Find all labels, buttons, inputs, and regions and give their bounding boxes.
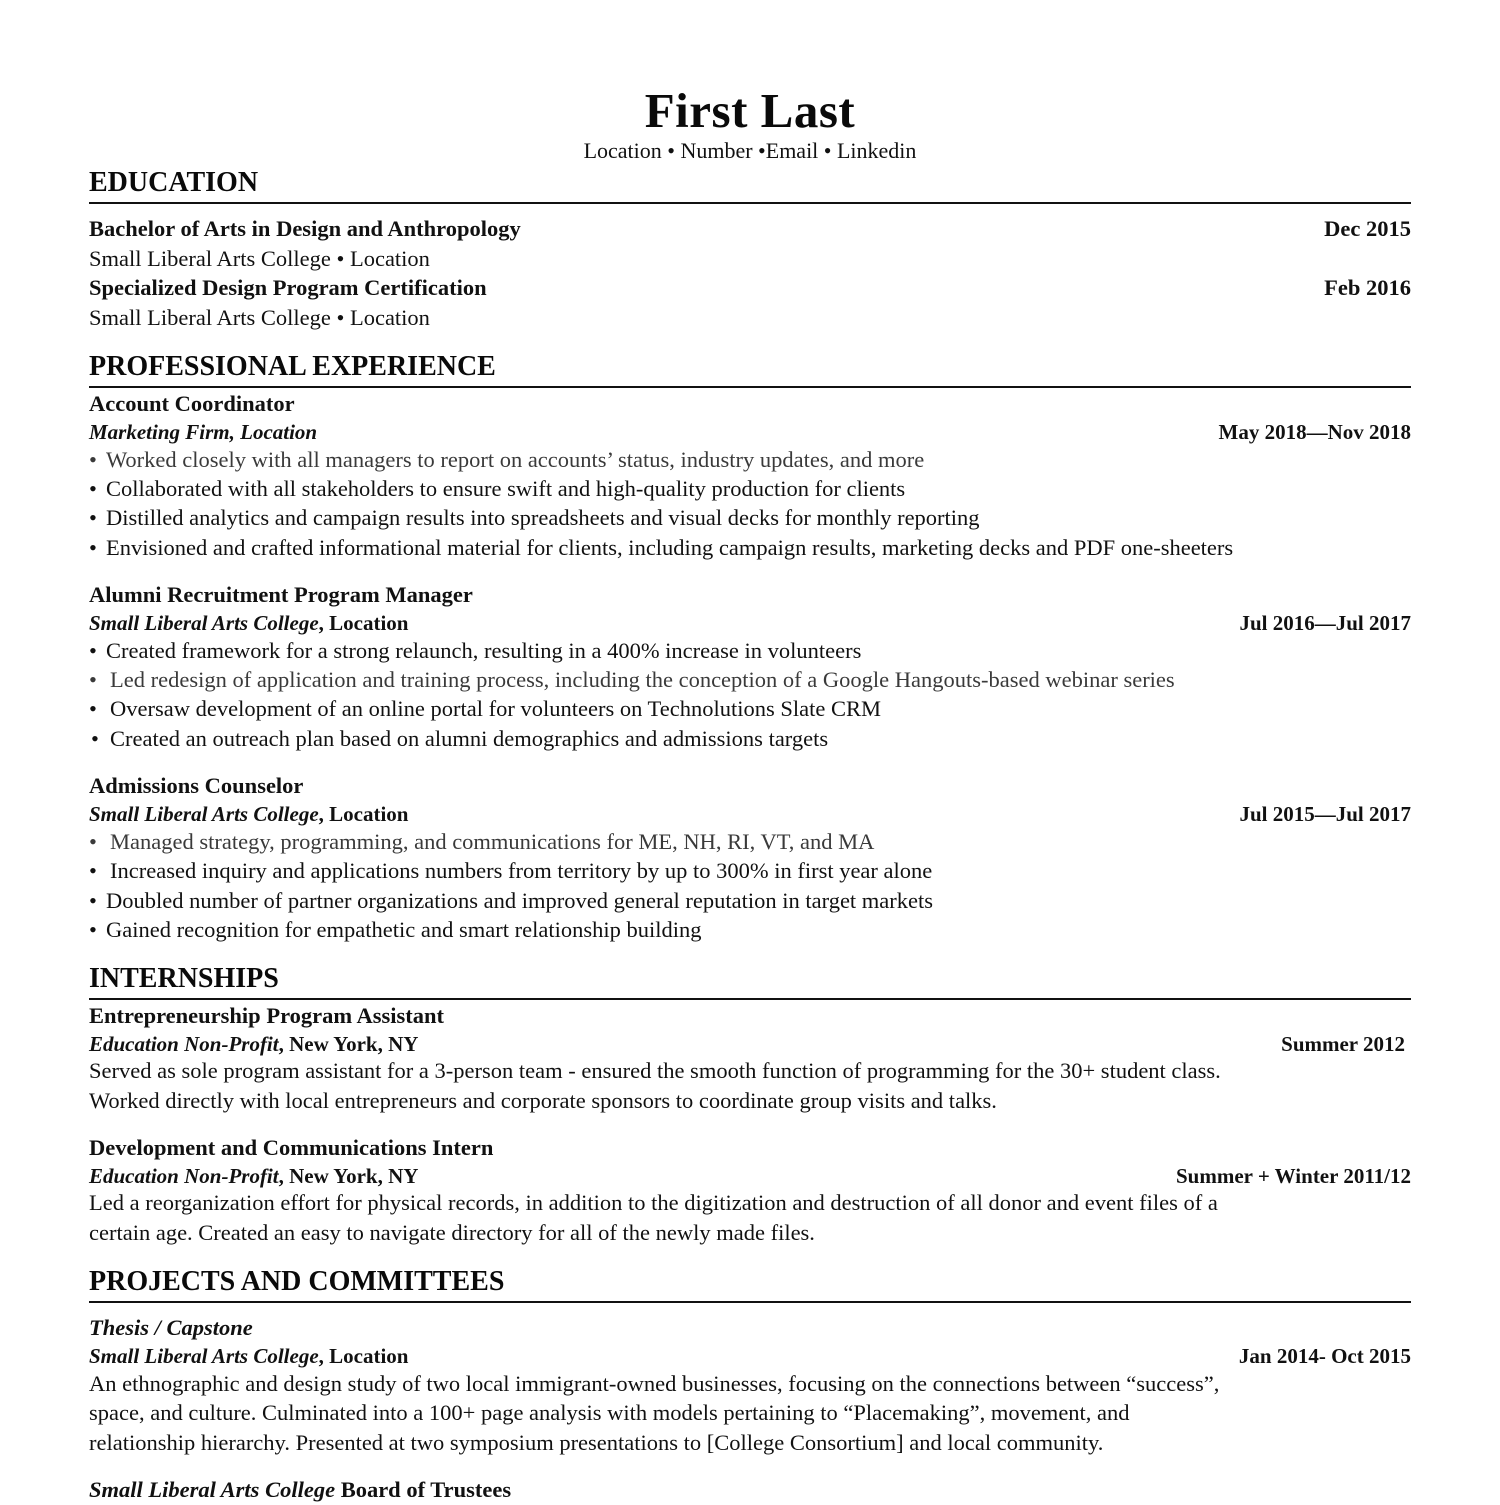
education-degree-2: Specialized Design Program Certification Feb 2016 <box>89 273 1411 303</box>
job-dates: Jul 2015—Jul 2017 <box>1239 802 1411 826</box>
section-divider <box>89 1301 1411 1303</box>
internship-dates: Summer 2012 <box>1281 1032 1405 1056</box>
internship-title: Entrepreneurship Program Assistant <box>89 1003 445 1028</box>
education-degree-1: Bachelor of Arts in Design and Anthropology Dec 2015 <box>89 214 1411 244</box>
internship-dates: Summer + Winter 2011/12 <box>1175 1164 1411 1188</box>
job-org: Small Liberal Arts College, Location Jul 2015—Jul 2017 <box>89 799 1411 829</box>
section-title: PROFESSIONAL EXPERIENCE <box>89 351 496 382</box>
project-description-line: space, and culture. Culminated into a 100+ page analysis with models pertaining to “Placemaking”, movement, and <box>89 1400 1130 1425</box>
project-description-line: relationship hierarchy. Presented at two symposium presentations to [College Consortium] and local community. <box>89 1430 1104 1455</box>
section-education <box>89 166 1411 204</box>
contact-line: Location • Number •Email • Linkedin <box>583 138 917 163</box>
job-bullet: • Created framework for a strong relaunch, resulting in a 400% increase in volunteers <box>89 638 862 663</box>
job-bullet: • Oversaw development of an online portal for volunteers on Technolutions Slate CRM <box>89 696 881 721</box>
section-internships <box>89 962 1411 1000</box>
project-dates: Jan 2014- Oct 2015 <box>1238 1344 1411 1368</box>
internship-org: Education Non-Profit, New York, NY Summer 2012 <box>89 1029 1411 1059</box>
candidate-name: First Last <box>644 83 856 138</box>
section-divider <box>89 998 1411 1000</box>
education-date-2: Feb 2016 <box>1324 275 1411 300</box>
education-school-2: Small Liberal Arts College • Location <box>89 305 430 330</box>
section-experience <box>89 350 1411 388</box>
job-bullet: • Collaborated with all stakeholders to ensure swift and high-quality production for clients <box>89 476 906 501</box>
job-dates: May 2018—Nov 2018 <box>1218 420 1411 444</box>
education-school-1: Small Liberal Arts College • Location <box>89 246 430 271</box>
job-title: Admissions Counselor <box>89 773 304 798</box>
job-title: Account Coordinator <box>89 391 295 416</box>
internship-description-line: Led a reorganization effort for physical records, in addition to the digitization and destruction of all donor and event files of a <box>89 1190 1218 1215</box>
internship-title: Development and Communications Intern <box>89 1135 494 1160</box>
project-title: Small Liberal Arts College Board of Trustees <box>89 1477 512 1502</box>
job-bullet: • Gained recognition for empathetic and smart relationship building <box>89 917 702 942</box>
job-bullet: • Created an outreach plan based on alumni demographics and admissions targets <box>91 726 829 751</box>
internship-description-line: Worked directly with local entrepreneurs and corporate sponsors to coordinate group visits and talks. <box>89 1088 997 1113</box>
section-title: INTERNSHIPS <box>89 963 279 994</box>
project-org: Small Liberal Arts College, Location Jan 2014- Oct 2015 <box>89 1341 1411 1371</box>
section-title: EDUCATION <box>89 167 259 198</box>
internship-description-line: Served as sole program assistant for a 3-person team - ensured the smooth function of programming for the 30+ student class. <box>89 1058 1221 1083</box>
job-title: Alumni Recruitment Program Manager <box>89 582 473 607</box>
section-divider <box>89 386 1411 388</box>
section-projects <box>89 1265 1411 1303</box>
project-title: Thesis / Capstone <box>89 1315 253 1340</box>
job-bullet: • Distilled analytics and campaign results into spreadsheets and visual decks for monthly reporting <box>89 505 980 530</box>
job-bullet: • Doubled number of partner organizations and improved general reputation in target markets <box>89 888 934 913</box>
internship-description-line: certain age. Created an easy to navigate directory for all of the newly made files. <box>89 1220 815 1245</box>
job-org: Small Liberal Arts College, Location Jul 2016—Jul 2017 <box>89 608 1411 638</box>
job-bullet: • Managed strategy, programming, and communications for ME, NH, RI, VT, and MA <box>89 829 875 854</box>
job-bullet: • Increased inquiry and applications numbers from territory by up to 300% in first year alone <box>89 858 933 883</box>
internship-org: Education Non-Profit, New York, NY Summer + Winter 2011/12 <box>89 1161 1411 1191</box>
job-bullet: • Led redesign of application and training process, including the conception of a Google Hangouts-based webinar series <box>89 667 1175 692</box>
section-divider <box>89 202 1411 204</box>
section-title: PROJECTS AND COMMITTEES <box>89 1266 505 1297</box>
education-date-1: Dec 2015 <box>1324 216 1411 241</box>
job-bullet: • Worked closely with all managers to report on accounts’ status, industry updates, and more <box>89 447 925 472</box>
project-description-line: An ethnographic and design study of two local immigrant-owned businesses, focusing on the connections between “success”, <box>89 1371 1220 1396</box>
job-org: Marketing Firm, Location May 2018—Nov 2018 <box>89 417 1411 447</box>
job-bullet: • Envisioned and crafted informational material for clients, including campaign results, marketing decks and PDF one-sheeters <box>89 535 1234 560</box>
job-dates: Jul 2016—Jul 2017 <box>1239 611 1411 635</box>
